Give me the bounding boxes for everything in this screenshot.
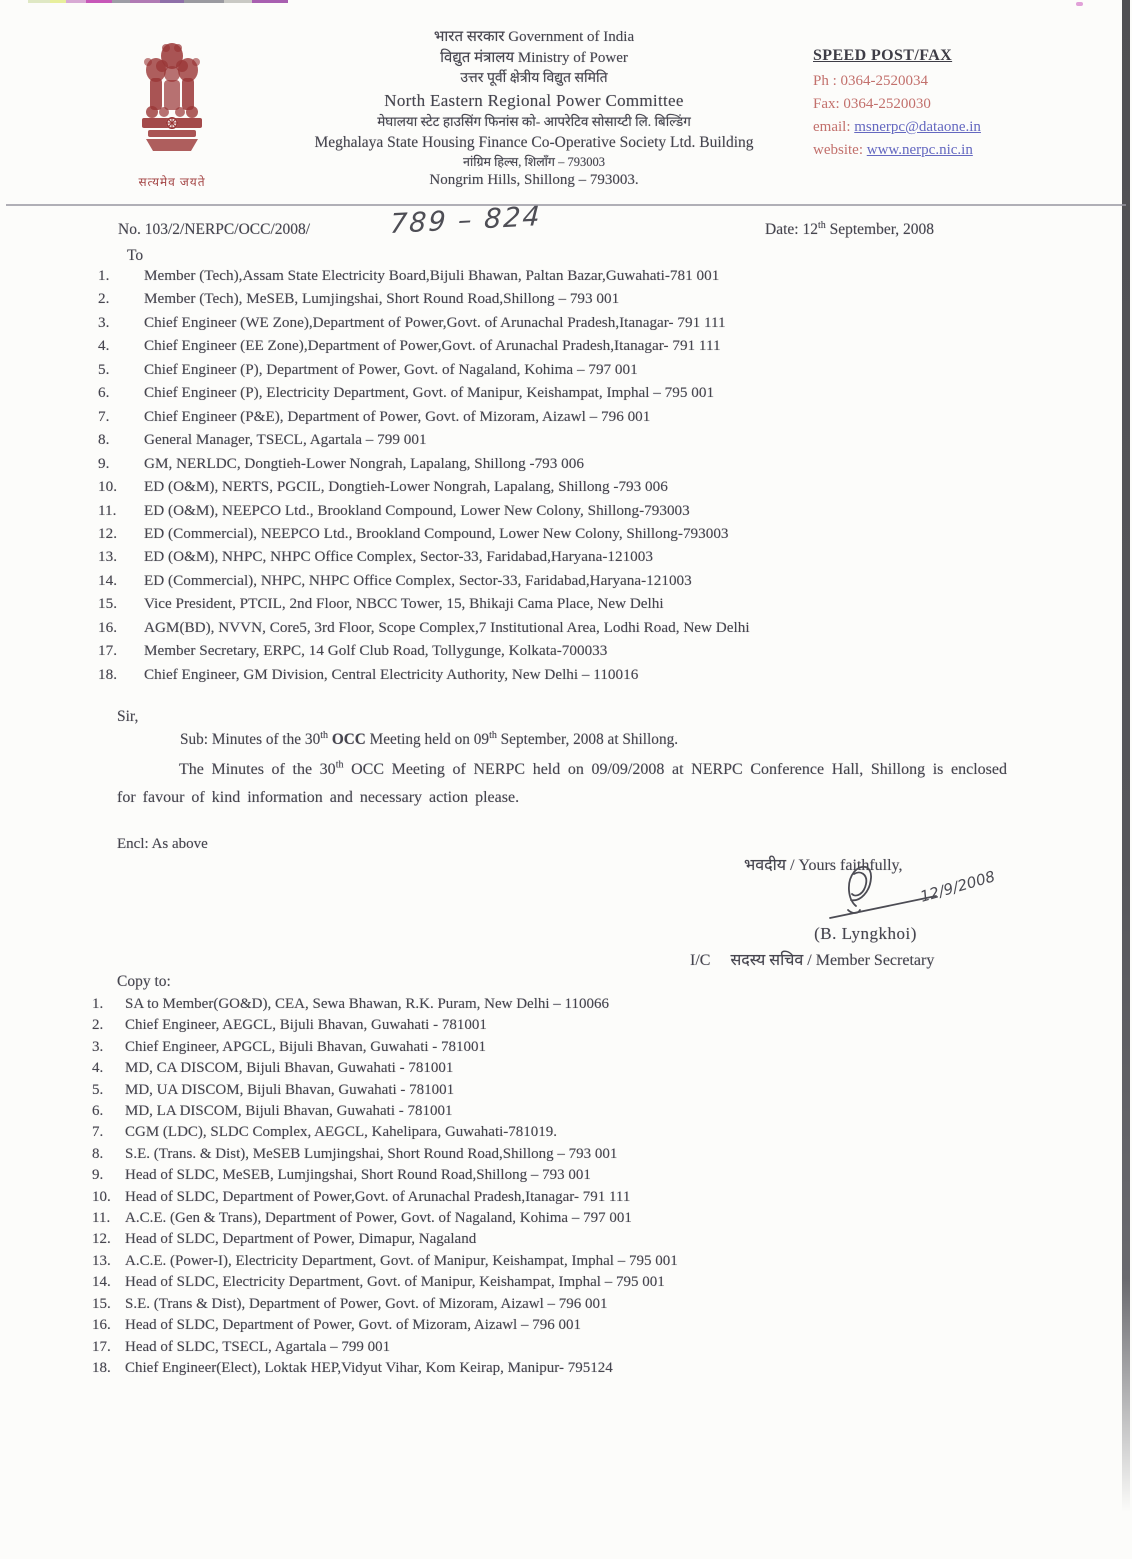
salutation: Sir, (117, 708, 139, 725)
row-number: 16. (92, 1317, 111, 1334)
addressee-row (98, 264, 1073, 287)
artifact-segment (28, 0, 50, 3)
addressee-text: ED (O&M), NEEPCO Ltd., Brookland Compound, Lower New Colony, Shillong-793003 (144, 501, 690, 519)
letterhead-line-hindi-committee: उत्तर पूर्वी क्षेत्रीय विद्युत समिति (460, 71, 608, 86)
incharge-abbrev: I/C (690, 952, 711, 969)
artifact-segment (184, 0, 224, 3)
addressee-text: ED (Commercial), NEEPCO Ltd., Brookland Compound, Lower New Colony, Shillong-793003 (144, 524, 729, 542)
addressee-text: ED (O&M), NHPC, NHPC Office Complex, Sector-33, Faridabad,Haryana-121003 (144, 548, 653, 566)
reference-number: No. 103/2/NERPC/OCC/2008/ (118, 221, 311, 238)
addressee-text: General Manager, TSECL, Agartala – 799 001 (144, 431, 427, 449)
addressee-row (98, 522, 1073, 545)
copy-to-list (92, 994, 1077, 1379)
copy-text: MD, UA DISCOM, Bijuli Bhavan, Guwahati - 781001 (125, 1081, 455, 1098)
row-number: 12. (98, 524, 117, 542)
row-number: 8. (98, 431, 110, 449)
phone-line (813, 70, 1048, 93)
row-number: 7. (98, 407, 110, 425)
copy-text: Chief Engineer(Elect), Loktak HEP,Vidyut Vihar, Kom Keirap, Manipur- 795124 (125, 1359, 613, 1376)
copy-text: CGM (LDC), SLDC Complex, AEGCL, Kahelipara, Guwahati-781019. (125, 1124, 558, 1141)
addressee-text: Chief Engineer (EE Zone),Department of Power,Govt. of Arunachal Pradesh,Itanagar- 791 111 (144, 337, 721, 355)
phone-number: 0364-2520034 (840, 73, 929, 89)
row-number: 9. (92, 1167, 104, 1184)
handwritten-dispatch-numbers: 789 – 824 (389, 200, 543, 241)
row-number: 5. (98, 360, 110, 378)
copy-text: Head of SLDC, Department of Power, Dimapur, Nagaland (125, 1231, 477, 1248)
row-number: 1. (98, 267, 110, 284)
copy-to-label: Copy to: (117, 973, 171, 990)
subject-ordinal: th (320, 729, 329, 741)
artifact-segment (130, 0, 160, 3)
copy-row (92, 1337, 1077, 1358)
row-number: 6. (98, 384, 110, 402)
row-number: 3. (92, 1038, 104, 1055)
copy-row (92, 1144, 1077, 1165)
speed-post-label: SPEED POST/FAX (813, 47, 953, 64)
copy-row (92, 994, 1077, 1015)
copy-row (92, 1315, 1077, 1336)
addressee-text: Chief Engineer (P), Department of Power, Govt. of Nagaland, Kohima – 797 001 (144, 360, 638, 378)
row-number: 10. (92, 1188, 111, 1205)
letterhead-line-address: Nongrim Hills, Shillong – 793003. (429, 171, 639, 188)
copy-text: S.E. (Trans. & Dist), MeSEB Lumjingshai, Short Round Road,Shillong – 793 001 (125, 1145, 618, 1162)
row-number: 3. (98, 313, 110, 331)
emblem-motto: सत्यमेव जयते (138, 175, 206, 189)
date-text: September, 2008 (825, 221, 935, 238)
closing-line: भवदीय / Yours faithfully, (744, 857, 903, 874)
copy-row (92, 1272, 1077, 1293)
letterhead-line-ministry: विद्युत मंत्रालय Ministry of Power (440, 50, 628, 66)
artifact-segment (252, 0, 288, 3)
row-number: 13. (98, 548, 117, 566)
letterhead-line-committee: North Eastern Regional Power Committee (384, 91, 684, 110)
letterhead (228, 30, 840, 194)
row-number: 7. (92, 1124, 104, 1141)
addressee-text: Member Secretary, ERPC, 14 Golf Club Road, Tollygunge, Kolkata-700033 (144, 642, 608, 660)
copy-text: Head of SLDC, MeSEB, Lumjingshai, Short Round Road,Shillong – 793 001 (125, 1167, 591, 1184)
row-number: 2. (98, 290, 110, 308)
row-number: 12. (92, 1231, 111, 1248)
row-number: 11. (98, 501, 117, 519)
date-ordinal: th (817, 219, 826, 231)
website-address: www.nerpc.nic.in (866, 142, 973, 158)
row-number: 17. (92, 1338, 111, 1355)
artifact-segment (160, 0, 184, 3)
row-number: 14. (92, 1274, 111, 1291)
row-number: 8. (92, 1145, 104, 1162)
copy-text: MD, CA DISCOM, Bijuli Bhavan, Guwahati - 781001 (125, 1060, 454, 1077)
addressee-row (98, 475, 1073, 498)
copy-row (92, 1122, 1077, 1143)
ashoka-emblem (124, 40, 220, 190)
website-label: website: (813, 142, 867, 158)
scan-artifact-right-edge (1122, 0, 1130, 1559)
copy-text: Chief Engineer, AEGCL, Bijuli Bhavan, Guwahati - 781001 (125, 1017, 487, 1034)
addressee-row (98, 545, 1073, 568)
copy-row (92, 1080, 1077, 1101)
addressee-row (98, 569, 1073, 592)
row-number: 1. (92, 996, 104, 1012)
addressee-text: GM, NERLDC, Dongtieh-Lower Nongrah, Lapalang, Shillong -793 006 (144, 454, 584, 472)
email-line (813, 116, 1048, 139)
row-number: 10. (98, 478, 117, 496)
copy-text: Head of SLDC, TSECL, Agartala – 799 001 (125, 1338, 391, 1355)
copy-row (92, 1015, 1077, 1036)
copy-row (92, 1058, 1077, 1079)
letterhead-line-hindi-building: मेघालया स्टेट हाउसिंग फिनांस को- आपरेटिव सोसाय्टी लि. बिल्डिंग (377, 114, 691, 129)
letter-date (765, 221, 934, 239)
addressee-text: Member (Tech),Assam State Electricity Board,Bijuli Bhawan, Paltan Bazar,Guwahati-781 001 (144, 267, 720, 284)
subject-ordinal: th (489, 729, 497, 741)
addressee-list (98, 264, 1073, 686)
email-label: email: (813, 119, 855, 135)
scan-artifact-top-strip (28, 0, 288, 3)
copy-row (92, 1251, 1077, 1272)
addressee-row (98, 452, 1073, 475)
row-number: 11. (92, 1210, 111, 1227)
copy-row (92, 1208, 1077, 1229)
row-number: 18. (98, 665, 117, 683)
to-label: To (127, 247, 144, 264)
addressee-row (98, 381, 1073, 404)
signature-block (818, 860, 1033, 927)
copy-text: MD, LA DISCOM, Bijuli Bhavan, Guwahati - 781001 (125, 1103, 453, 1120)
signature-icon (818, 860, 1033, 922)
addressee-text: AGM(BD), NVVN, Core5, 3rd Floor, Scope Complex,7 Institutional Area, Lodhi Road, New Delhi (144, 618, 750, 636)
copy-text: Chief Engineer, APGCL, Bijuli Bhavan, Guwahati - 781001 (125, 1038, 487, 1055)
addressee-row (98, 592, 1073, 615)
website-line (813, 139, 1048, 162)
copy-row (92, 1229, 1077, 1250)
addressee-text: Vice President, PTCIL, 2nd Floor, NBCC Tower, 15, Bhikaji Cama Place, New Delhi (144, 595, 664, 613)
copy-row (92, 1294, 1077, 1315)
row-number: 15. (92, 1295, 111, 1312)
row-number: 5. (92, 1081, 104, 1098)
copy-text: SA to Member(GO&D), CEA, Sewa Bhawan, R.K. Puram, New Delhi – 110066 (125, 996, 609, 1012)
subject-text: Meeting held on 09 (365, 731, 490, 748)
artifact-segment (224, 0, 252, 3)
artifact-segment (66, 0, 86, 3)
letterhead-line-hindi-address: नांग्रिम हिल्स, शिलाँग – 793003 (463, 155, 605, 169)
copy-row (92, 1165, 1077, 1186)
date-text: Date: 12 (765, 221, 818, 238)
paragraph-ordinal: th (335, 759, 344, 771)
row-number: 17. (98, 642, 117, 660)
addressee-text: ED (Commercial), NHPC, NHPC Office Complex, Sector-33, Faridabad,Haryana-121003 (144, 571, 692, 589)
addressee-row (98, 405, 1073, 428)
copy-text: Head of SLDC, Electricity Department, Govt. of Manipur, Keishampat, Imphal – 795 001 (125, 1274, 665, 1291)
copy-text: A.C.E. (Gen & Trans), Department of Power, Govt. of Nagaland, Kohima – 797 001 (125, 1210, 632, 1227)
signatory-designation (690, 948, 934, 970)
header-divider (6, 204, 1126, 206)
fax-number: 0364-2520030 (843, 96, 931, 112)
letterhead-line-govt: भारत सरकार Government of India (433, 29, 635, 45)
addressee-text: Chief Engineer (WE Zone),Department of Power,Govt. of Arunachal Pradesh,Itanagar- 791 111 (144, 313, 726, 331)
addressee-row (98, 616, 1073, 639)
lion-capital-icon (126, 40, 218, 166)
subject-line (180, 731, 678, 749)
row-number: 6. (92, 1103, 104, 1120)
artifact-segment (50, 0, 66, 3)
copy-text: Head of SLDC, Department of Power,Govt. of Arunachal Pradesh,Itanagar- 791 111 (125, 1188, 631, 1205)
fax-line (813, 93, 1048, 116)
copy-row (92, 1037, 1077, 1058)
addressee-row (98, 358, 1073, 381)
addressee-row (98, 639, 1073, 662)
addressee-text: Member (Tech), MeSEB, Lumjingshai, Short Round Road,Shillong – 793 001 (144, 290, 620, 308)
row-number: 4. (92, 1060, 104, 1077)
contact-block (813, 44, 1048, 162)
addressee-row (98, 311, 1073, 334)
artifact-segment (86, 0, 112, 3)
addressee-text: ED (O&M), NERTS, PGCIL, Dongtieh-Lower Nongrah, Lapalang, Shillong -793 006 (144, 478, 668, 496)
copy-row (92, 1358, 1077, 1379)
subject-text: Sub: Minutes of the 30 (180, 731, 321, 748)
row-number: 18. (92, 1359, 111, 1376)
signatory-name: (B. Lyngkhoi) (814, 924, 917, 943)
scan-artifact-dot (1076, 2, 1083, 6)
row-number: 2. (92, 1017, 104, 1034)
addressee-text: Chief Engineer, GM Division, Central Electricity Authority, New Delhi – 110016 (144, 665, 639, 683)
row-number: 15. (98, 595, 117, 613)
addressee-text: Chief Engineer (P), Electricity Department, Govt. of Manipur, Keishampat, Imphal – 795 001 (144, 384, 715, 402)
body-paragraph (117, 756, 1007, 811)
row-number: 13. (92, 1252, 111, 1269)
subject-occ-bold: OCC (328, 731, 366, 748)
row-number: 14. (98, 571, 117, 589)
email-address: msnerpc@dataone.in (854, 119, 981, 135)
enclosure-note: Encl: As above (117, 836, 208, 852)
artifact-segment (112, 0, 130, 3)
copy-text: Head of SLDC, Department of Power, Govt. of Mizoram, Aizawl – 796 001 (125, 1317, 581, 1334)
addressee-row (98, 663, 1073, 686)
letterhead-line-building: Meghalaya State Housing Finance Co-Operative Society Ltd. Building (314, 133, 754, 151)
copy-row (92, 1101, 1077, 1122)
copy-text: A.C.E. (Power-I), Electricity Department, Govt. of Manipur, Keishampat, Imphal – 795 001 (125, 1252, 678, 1269)
addressee-row (98, 428, 1073, 451)
paragraph-text: OCC Meeting of NERPC held on 09/09/2008 at NERPC Conference Hall, Shillong is enclosed for favour of kind information and necessary action please. (117, 761, 1007, 806)
phone-label: Ph : (813, 73, 841, 89)
row-number: 16. (98, 618, 117, 636)
row-number: 4. (98, 337, 110, 355)
addressee-row (98, 334, 1073, 357)
row-number: 9. (98, 454, 110, 472)
fax-label: Fax: (813, 96, 844, 112)
handwritten-date: 12/9/2008 (918, 867, 998, 906)
copy-row (92, 1187, 1077, 1208)
subject-text: September, 2008 at Shillong. (496, 731, 679, 748)
designation-text: सदस्य सचिव / Member Secretary (730, 952, 935, 969)
copy-text: S.E. (Trans & Dist), Department of Power, Govt. of Mizoram, Aizawl – 796 001 (125, 1295, 608, 1312)
addressee-text: Chief Engineer (P&E), Department of Power, Govt. of Mizoram, Aizawl – 796 001 (144, 407, 651, 425)
addressee-row (98, 287, 1073, 310)
addressee-row (98, 499, 1073, 522)
paragraph-text: The Minutes of the 30 (179, 761, 336, 778)
